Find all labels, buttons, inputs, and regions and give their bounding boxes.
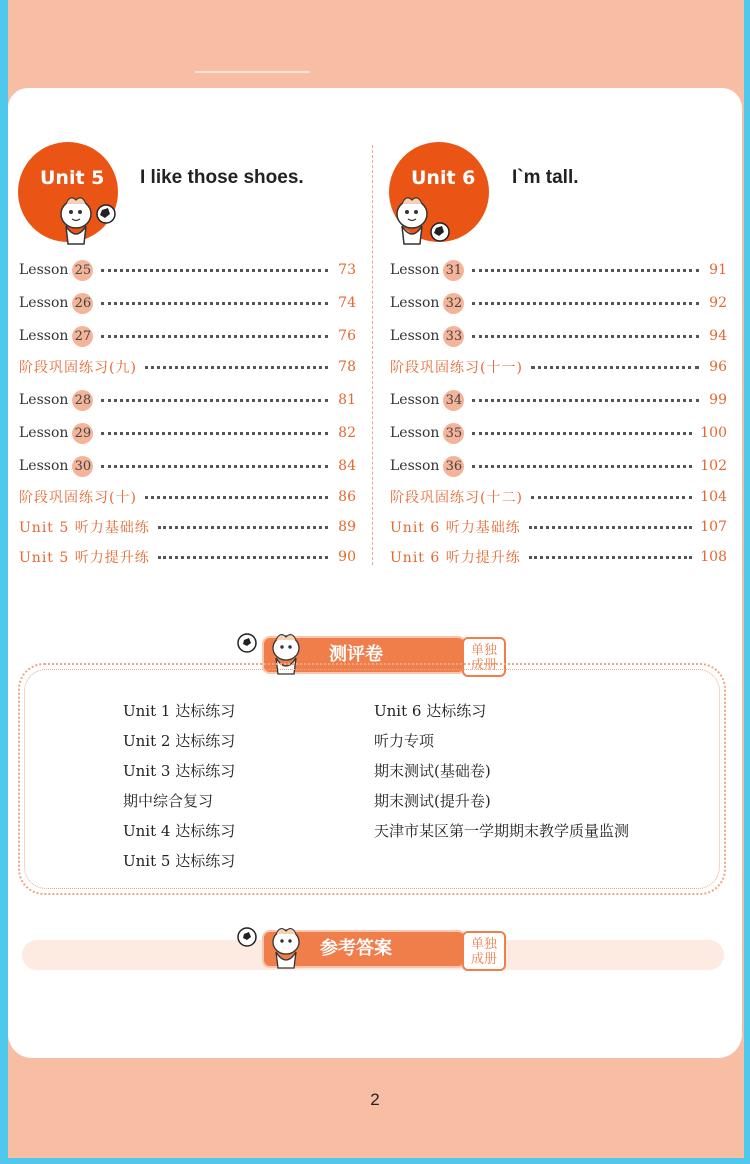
dot-leader <box>472 399 699 402</box>
toc-lesson-entry <box>390 291 727 315</box>
toc-page-number: 92 <box>709 295 727 311</box>
toc-practice-entry <box>390 355 727 379</box>
lesson-number-badge: 27 <box>72 326 93 347</box>
test-title: 测评卷 <box>329 644 383 665</box>
toc-page-number: 99 <box>709 392 727 408</box>
top-decor-line <box>195 71 310 73</box>
side-label-line1: 单独 <box>470 643 497 658</box>
test-list-item: 听力专项 <box>374 732 435 750</box>
dot-leader <box>101 399 328 402</box>
test-list-item: 期中综合复习 <box>123 792 214 810</box>
dot-leader <box>529 526 693 529</box>
toc-page-number: 107 <box>700 519 727 535</box>
page-number: 2 <box>370 1090 380 1109</box>
toc-page-number: 91 <box>709 262 727 278</box>
toc-lesson-entry <box>390 258 727 282</box>
lesson-number-badge: 32 <box>443 293 464 314</box>
toc-page-number: 100 <box>700 425 727 441</box>
toc-page-number: 78 <box>338 359 356 375</box>
toc-lesson-entry <box>390 324 727 348</box>
test-list-item: 期末测试(基础卷) <box>374 762 491 780</box>
toc-page-number: 76 <box>338 328 356 344</box>
toc-entry-label: Lesson <box>19 328 69 344</box>
toc-lesson-entry <box>19 388 356 412</box>
dot-leader <box>472 302 699 305</box>
toc-entry-label: 阶段巩固练习(十一) <box>390 360 523 376</box>
toc-entry-label: Unit 5 听力基础练 <box>19 520 150 536</box>
toc-page-number: 84 <box>338 458 356 474</box>
dot-leader <box>529 556 693 559</box>
dot-leader <box>101 269 328 272</box>
dot-leader <box>101 302 328 305</box>
lesson-number-badge: 28 <box>72 390 93 411</box>
dot-leader <box>158 526 328 529</box>
toc-entry-label: Lesson <box>19 262 69 278</box>
answer-title: 参考答案 <box>320 938 392 959</box>
toc-practice-entry <box>390 515 727 539</box>
toc-page-number: 102 <box>700 458 727 474</box>
toc-lesson-entry <box>390 388 727 412</box>
dot-leader <box>531 366 699 369</box>
test-list-item: Unit 5 达标练习 <box>123 852 236 870</box>
toc-page-number: 96 <box>709 359 727 375</box>
toc-page-number: 74 <box>338 295 356 311</box>
toc-lesson-entry <box>19 421 356 445</box>
content-sheet <box>8 88 742 1058</box>
toc-page-number: 86 <box>338 489 356 505</box>
side-label-line1: 单独 <box>470 937 497 952</box>
lesson-number-badge: 30 <box>72 456 93 477</box>
toc-page-number: 82 <box>338 425 356 441</box>
unit5-title: I like those shoes. <box>140 167 304 188</box>
test-list-item: Unit 4 达标练习 <box>123 822 236 840</box>
side-label-line2: 成册 <box>470 952 497 967</box>
toc-practice-entry <box>390 545 727 569</box>
lesson-number-badge: 26 <box>72 293 93 314</box>
lesson-number-badge: 35 <box>443 423 464 444</box>
toc-page-number: 108 <box>700 549 727 565</box>
toc-entry-label: Unit 5 听力提升练 <box>19 550 150 566</box>
dot-leader <box>158 556 328 559</box>
toc-page-number: 104 <box>700 489 727 505</box>
answer-side-label <box>462 931 506 971</box>
toc-practice-entry <box>390 485 727 509</box>
toc-entry-label: Lesson <box>19 425 69 441</box>
toc-page-number: 94 <box>709 328 727 344</box>
test-list-item: Unit 2 达标练习 <box>123 732 236 750</box>
toc-entry-label: 阶段巩固练习(十二) <box>390 490 523 506</box>
soccer-ball-icon <box>236 926 258 948</box>
toc-practice-entry <box>19 355 356 379</box>
answer-banner <box>236 926 506 967</box>
unit5-label: Unit 5 <box>40 167 105 189</box>
column-divider <box>372 145 374 565</box>
dot-leader <box>531 496 692 499</box>
lesson-number-badge: 29 <box>72 423 93 444</box>
toc-entry-label: Unit 6 听力提升练 <box>390 550 521 566</box>
test-list-item: Unit 3 达标练习 <box>123 762 236 780</box>
toc-entry-label: 阶段巩固练习(九) <box>19 360 137 376</box>
toc-lesson-entry <box>390 454 727 478</box>
toc-lesson-entry <box>19 324 356 348</box>
dot-leader <box>145 496 328 499</box>
toc-entry-label: Lesson <box>390 295 440 311</box>
dot-leader <box>101 465 328 468</box>
toc-entry-label: Lesson <box>19 295 69 311</box>
test-list-item: 天津市某区第一学期期末教学质量监测 <box>374 822 630 840</box>
toc-entry-label: Lesson <box>19 392 69 408</box>
toc-entry-label: Unit 6 听力基础练 <box>390 520 521 536</box>
toc-lesson-entry <box>390 421 727 445</box>
toc-entry-label: 阶段巩固练习(十) <box>19 490 137 506</box>
toc-page-number: 89 <box>338 519 356 535</box>
unit6-title: I`m tall. <box>512 167 579 188</box>
dot-leader <box>472 432 692 435</box>
toc-entry-label: Lesson <box>19 458 69 474</box>
lesson-number-badge: 31 <box>443 260 464 281</box>
toc-entry-label: Lesson <box>390 262 440 278</box>
toc-practice-entry <box>19 485 356 509</box>
test-list-item: 期末测试(提升卷) <box>374 792 491 810</box>
toc-lesson-entry <box>19 454 356 478</box>
dot-leader <box>101 335 328 338</box>
unit6-label: Unit 6 <box>411 167 476 189</box>
dot-leader <box>472 335 699 338</box>
toc-page-number: 81 <box>338 392 356 408</box>
dot-leader <box>145 366 328 369</box>
toc-practice-entry <box>19 545 356 569</box>
test-list-item: Unit 1 达标练习 <box>123 702 236 720</box>
lesson-number-badge: 33 <box>443 326 464 347</box>
side-label-line2: 成册 <box>470 658 497 673</box>
toc-lesson-entry <box>19 291 356 315</box>
lesson-number-badge: 25 <box>72 260 93 281</box>
soccer-ball-icon <box>236 632 258 654</box>
mascot-icon <box>390 190 456 248</box>
toc-practice-entry <box>19 515 356 539</box>
toc-entry-label: Lesson <box>390 328 440 344</box>
toc-entry-label: Lesson <box>390 425 440 441</box>
toc-entry-label: Lesson <box>390 392 440 408</box>
dot-leader <box>472 465 692 468</box>
toc-page-number: 90 <box>338 549 356 565</box>
dot-leader <box>101 432 328 435</box>
lesson-number-badge: 36 <box>443 456 464 477</box>
mascot-icon <box>52 190 118 248</box>
lesson-number-badge: 34 <box>443 390 464 411</box>
toc-lesson-entry <box>19 258 356 282</box>
dot-leader <box>472 269 699 272</box>
test-list-item: Unit 6 达标练习 <box>374 702 487 720</box>
toc-entry-label: Lesson <box>390 458 440 474</box>
toc-page-number: 73 <box>338 262 356 278</box>
